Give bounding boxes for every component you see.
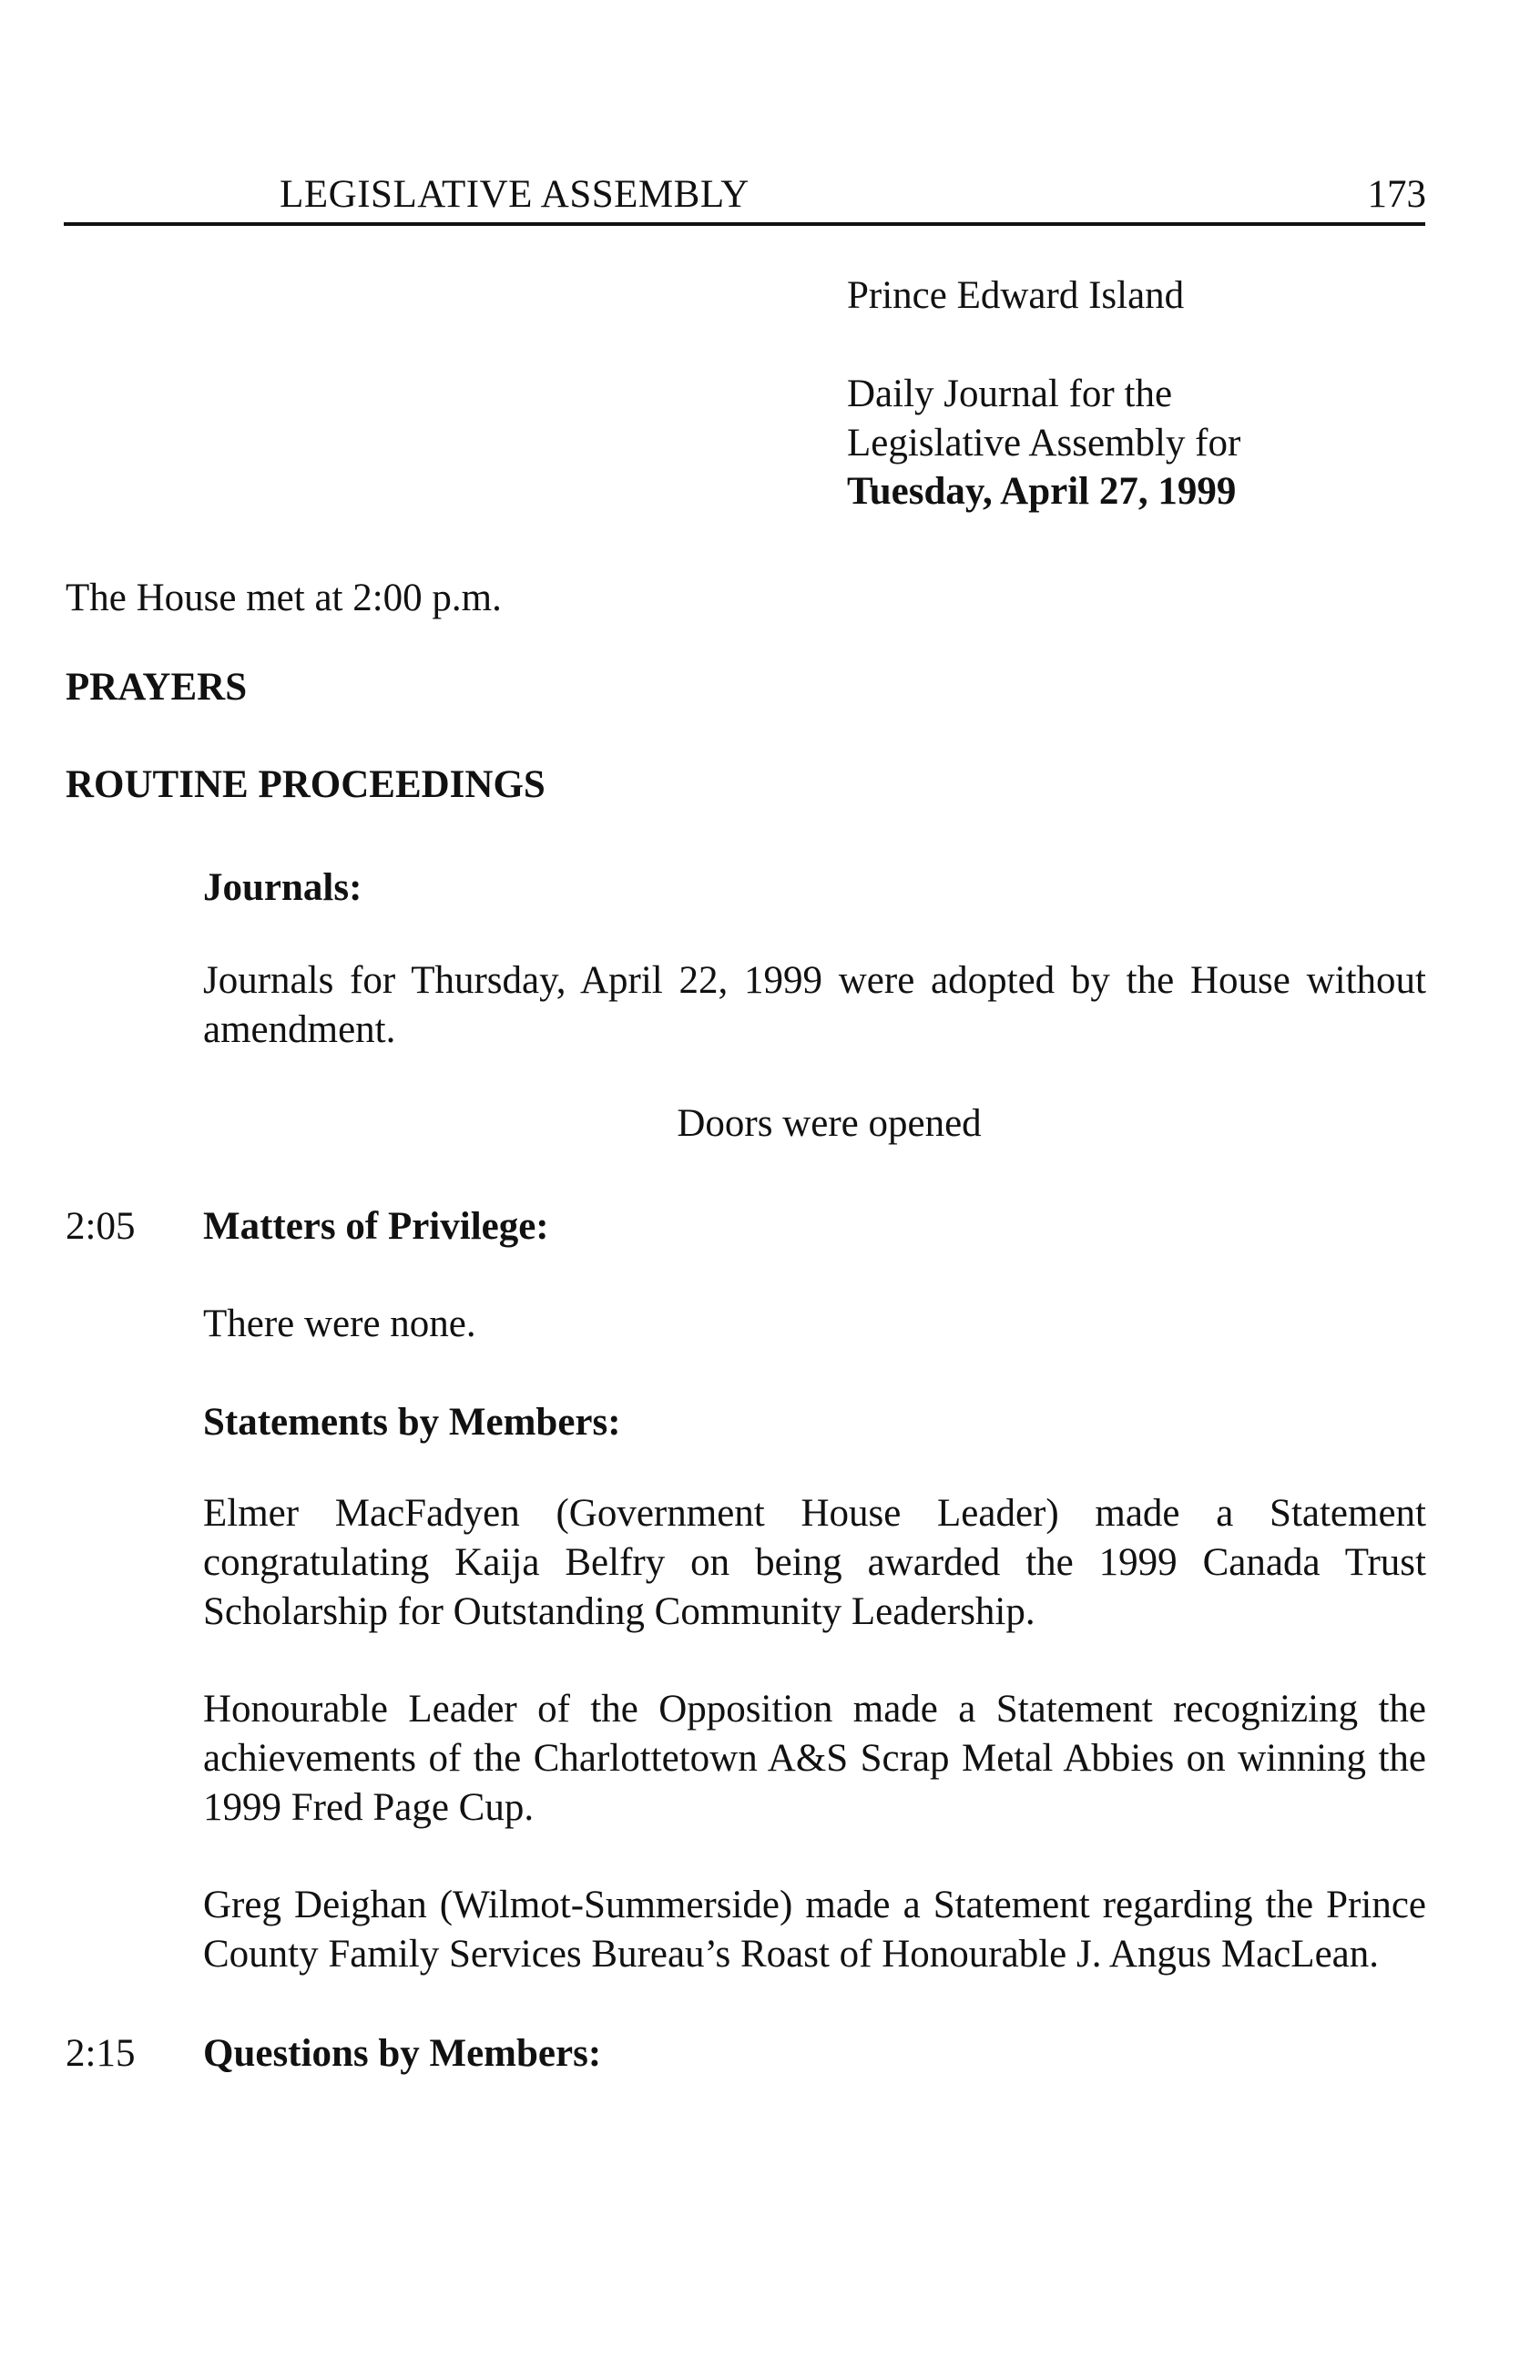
privilege-text: There were none. — [203, 1302, 476, 1345]
journal-title-line-1: Daily Journal for the — [847, 373, 1173, 415]
opening-line: The House met at 2:00 p.m. — [66, 577, 502, 619]
statement-item: Honourable Leader of the Opposition made a Statement recognizing the achievements of the Charlottetown A&S Scrap Metal Abbies on winning the 1999 Fred Page Cup. — [203, 1688, 1426, 1829]
journals-text: Journals for Thursday, April 22, 1999 were adopted by the House without amendment. — [203, 959, 1426, 1051]
journal-title-line-2: Legislative Assembly for — [847, 422, 1241, 465]
privilege-heading: Matters of Privilege: — [203, 1205, 549, 1248]
journals-heading: Journals: — [203, 866, 362, 909]
routine-proceedings-heading: ROUTINE PROCEEDINGS — [66, 763, 546, 806]
questions-heading: Questions by Members: — [203, 2032, 602, 2075]
doors-opened-note: Doors were opened — [677, 1102, 982, 1145]
page-number: 173 — [1367, 173, 1426, 216]
questions-time: 2:15 — [66, 2032, 136, 2075]
statement-item: Greg Deighan (Wilmot-Summerside) made a Statement regarding the Prince County Family Services Bureau’s Roast of Honourable J. Angus MacLean. — [203, 1884, 1426, 1976]
statement-item: Elmer MacFadyen (Government House Leader) made a Statement congratulating Kaija Belfry on being awarded the 1999 Canada Trust Scholarship for Outstanding Community Leadership. — [203, 1492, 1426, 1633]
sitting-date: Tuesday, April 27, 1999 — [847, 470, 1237, 513]
privilege-time: 2:05 — [66, 1205, 136, 1248]
header-rule — [64, 222, 1425, 226]
province-name: Prince Edward Island — [847, 274, 1185, 317]
statements-heading: Statements by Members: — [203, 1401, 621, 1444]
running-title: LEGISLATIVE ASSEMBLY — [280, 173, 750, 216]
prayers-heading: PRAYERS — [66, 666, 248, 709]
